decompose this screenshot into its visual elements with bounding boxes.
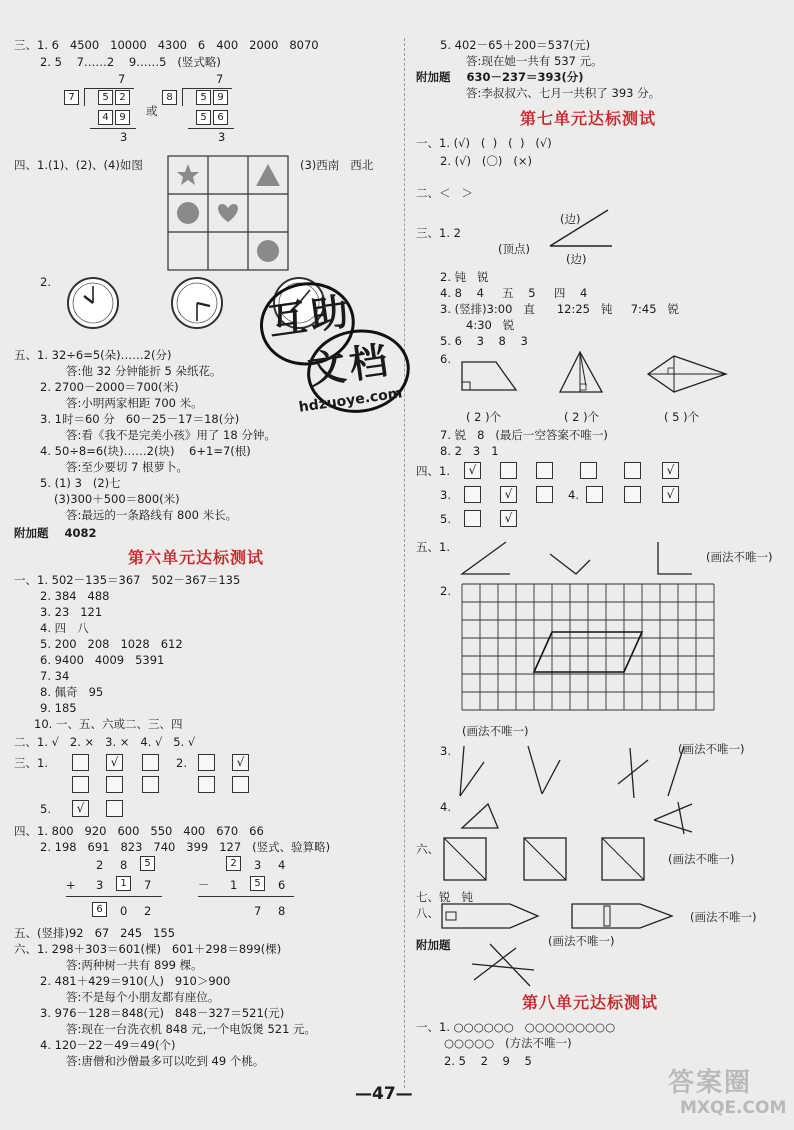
crossing-lines xyxy=(470,942,536,988)
shape-count: ( 2 )个 xyxy=(564,410,600,424)
circle-icon xyxy=(257,240,279,262)
r-top-line: 5. 402－65＋200＝537(元) xyxy=(440,38,591,52)
s5-line: 五、1. 32÷6=5(朵)……2(分) xyxy=(14,348,172,362)
vertical-addition xyxy=(66,856,176,922)
checkbox-checked: √ xyxy=(72,800,89,817)
s6-1-line: 3. 23 121 xyxy=(40,605,103,619)
s5-line: 4. 50÷8=6(块)……2(块) 6+1=7(根) xyxy=(40,444,251,458)
s7-3-line6: 6. xyxy=(440,352,451,366)
s7-3-line7: 7. 锐 8 (最后一空答案不唯一) xyxy=(440,428,608,442)
s6-1-line: 6. 9400 4009 5391 xyxy=(40,653,165,667)
s3-line1: 三、1. 6 4500 10000 4300 6 400 2000 8070 xyxy=(14,38,319,52)
corner-watermark-text: 答案圈 xyxy=(668,1068,753,1098)
s7-3-line2: 2. 钝 锐 xyxy=(440,270,489,284)
s6-6-line: 2. 481＋429＝910(人) 910＞900 xyxy=(40,974,231,988)
digit: 2 xyxy=(96,858,104,872)
corner-watermark xyxy=(664,1062,790,1128)
digit-box: 2 xyxy=(226,856,241,871)
circle-icon xyxy=(177,202,199,224)
s7-6-label: 六、 xyxy=(416,842,439,856)
product-box: 4 xyxy=(98,110,113,125)
checkbox-checked: √ xyxy=(232,754,249,771)
s4-line1: 四、1.(1)、(2)、(4)如图 xyxy=(14,158,143,172)
digit: 3 xyxy=(254,858,262,872)
page-number: —47— xyxy=(355,1084,413,1104)
checkbox-checked: √ xyxy=(464,462,481,479)
checkbox xyxy=(500,462,517,479)
checkbox xyxy=(142,754,159,771)
edge-label: 边 xyxy=(570,252,582,266)
s5-line: 答:他 32 分钟能折 5 朵纸花。 xyxy=(66,364,222,378)
pencil-shape xyxy=(570,900,674,932)
s6-4-line1: 四、1. 800 920 600 550 400 670 66 xyxy=(14,824,264,838)
r-top-line: 答:现在她一共有 537 元。 xyxy=(466,54,603,68)
s7-1-line: 2. (√) (〇) (×) xyxy=(440,154,532,168)
checkbox xyxy=(72,754,89,771)
long-division-2 xyxy=(160,72,240,144)
s5-line: 答:看《我不是完美小孩》用了 18 分钟。 xyxy=(66,428,276,442)
kite-shape xyxy=(644,354,730,394)
s6-3-label: 三、1. xyxy=(14,756,48,770)
s6-1-line: 4. 四 八 xyxy=(40,621,89,635)
star-icon xyxy=(177,164,199,185)
s4-line1-right: (3)西南 西北 xyxy=(300,158,374,172)
remainder: 3 xyxy=(120,130,128,144)
s7-4-label: 四、1. xyxy=(416,464,450,478)
s7-3-line3: 3. (竖排)3:00 直 12:25 钝 7:45 锐 xyxy=(440,302,680,316)
vertex-label: 顶点 xyxy=(502,242,526,256)
s7-4-label: 5. xyxy=(440,512,451,526)
line-drawings xyxy=(458,742,698,802)
dividend-box: 2 xyxy=(115,90,130,105)
s6-6-line: 答:现在一台洗衣机 848 元,一个电饭煲 521 元。 xyxy=(66,1022,317,1036)
s7-7-line: 七、锐 钝 xyxy=(416,890,473,904)
digit: 0 xyxy=(120,904,128,918)
square-diagonal xyxy=(522,836,568,882)
s6-6-line: 4. 120－22－49＝49(个) xyxy=(40,1038,176,1052)
dividend-box: 5 xyxy=(196,90,211,105)
s7-3-line3b: 4:30 锐 xyxy=(466,318,515,332)
s7-3-line8: 8. 2 3 1 xyxy=(440,444,499,458)
operator: － xyxy=(198,878,210,892)
note-not-unique: (画法不唯一) xyxy=(678,742,745,756)
s8-1-line: 一、1. ○○○○○○ ○○○○○○○○○ xyxy=(416,1020,616,1034)
divisor-box: 8 xyxy=(162,90,177,105)
square-diagonal xyxy=(442,836,488,882)
digit-box: 5 xyxy=(140,856,155,871)
r-top-line: 答:李叔叔六、七月一共积了 393 分。 xyxy=(466,86,661,100)
shape-grid xyxy=(168,156,288,272)
s4-line2: 2. xyxy=(40,275,51,289)
s7-4-label: 3. xyxy=(440,488,451,502)
checkbox xyxy=(106,776,123,793)
s6-1-line: 9. 185 xyxy=(40,701,77,715)
note-not-unique: (画法不唯一) xyxy=(462,724,529,738)
section-title-unit6: 第六单元达标测试 xyxy=(128,548,265,567)
clock-icon xyxy=(170,276,224,330)
s5-line: 3. 1时＝60 分 60－25－17＝18(分) xyxy=(40,412,240,426)
digit: 8 xyxy=(278,904,286,918)
s7-3-line5: 5. 6 3 8 3 xyxy=(440,334,528,348)
digit: 8 xyxy=(120,858,128,872)
note-not-unique: (画法不唯一) xyxy=(548,934,615,948)
s3-line2: 2. 5 7……2 9……5 (竖式略) xyxy=(40,55,221,69)
quotient: 7 xyxy=(118,72,126,86)
checkbox xyxy=(106,800,123,817)
angle-edge-label: (边) xyxy=(566,252,587,266)
checkbox-checked: √ xyxy=(662,462,679,479)
digit-box: 5 xyxy=(250,876,265,891)
angle-drawings xyxy=(458,540,698,580)
digit: 7 xyxy=(144,878,152,892)
digit-box: 1 xyxy=(116,876,131,891)
s6-1-line: 7. 34 xyxy=(40,669,70,683)
watermark-url: hdzuoye.com xyxy=(297,385,404,416)
s8-1-line: ○○○○○ (方法不唯一) xyxy=(444,1036,572,1050)
s7-2-line: 二、＜ ＞ xyxy=(416,186,473,200)
checkbox xyxy=(142,776,159,793)
edge-label: 边 xyxy=(564,212,576,226)
watermark xyxy=(241,259,433,451)
pencil-shape xyxy=(440,900,540,932)
quotient: 7 xyxy=(216,72,224,86)
product-box: 6 xyxy=(213,110,228,125)
s8-2-line: 2. 5 2 9 5 xyxy=(444,1054,532,1068)
or-label: 或 xyxy=(146,104,158,118)
s6-6-line: 答:不是每个小朋友都有座位。 xyxy=(66,990,220,1004)
s6-1-line: 一、1. 502－135＝367 502－367＝135 xyxy=(14,573,241,587)
note-not-unique: (画法不唯一) xyxy=(706,550,773,564)
s6-2-line: 二、1. √ 2. × 3. × 4. √ 5. √ xyxy=(14,735,196,749)
s6-1-line: 8. 佩奇 95 xyxy=(40,685,104,699)
checkbox-checked: √ xyxy=(106,754,123,771)
column-divider xyxy=(404,38,405,1088)
checkbox xyxy=(72,776,89,793)
product-box: 5 xyxy=(196,110,211,125)
trapezoid-shape xyxy=(458,358,520,394)
s6-6-line: 六、1. 298＋303＝601(棵) 601＋298＝899(棵) xyxy=(14,942,282,956)
angle-edge-label: (边) xyxy=(560,212,581,226)
note-not-unique: (画法不唯一) xyxy=(690,910,757,924)
checkbox-checked: √ xyxy=(500,510,517,527)
checkbox xyxy=(580,462,597,479)
section-title-unit8: 第八单元达标测试 xyxy=(522,993,659,1012)
long-division-1 xyxy=(62,72,142,144)
dividend-box: 9 xyxy=(213,90,228,105)
divisor-box: 7 xyxy=(64,90,79,105)
s7-5-label: 2. xyxy=(440,584,451,598)
pyramid-shape xyxy=(556,350,606,396)
digit: 6 xyxy=(278,878,286,892)
section-title-unit7: 第七单元达标测试 xyxy=(520,109,657,128)
watermark-line2: 文档 xyxy=(304,337,395,393)
s5-line: 答:小明两家相距 700 米。 xyxy=(66,396,203,410)
s7-5-label: 4. xyxy=(440,800,451,814)
digit: 2 xyxy=(144,904,152,918)
s6-1-line: 2. 384 488 xyxy=(40,589,110,603)
digit: 3 xyxy=(96,878,104,892)
grid-parallelogram xyxy=(462,584,714,714)
checkbox xyxy=(464,486,481,503)
s5-line: 5. (1) 3 (2)七 xyxy=(40,476,121,490)
s7-8-label: 八、 xyxy=(416,906,439,920)
checkbox xyxy=(624,462,641,479)
dividend-box: 5 xyxy=(98,90,113,105)
checkbox-checked: √ xyxy=(662,486,679,503)
square-diagonal xyxy=(600,836,646,882)
angle-vertex-label: (顶点) xyxy=(498,242,530,256)
angle-diagram xyxy=(546,206,616,254)
s6-1-line: 5. 200 208 1028 612 xyxy=(40,637,183,651)
s7-5-label: 五、1. xyxy=(416,540,450,554)
s6-5-line: 五、(竖排)92 67 245 155 xyxy=(14,926,176,940)
digit: 4 xyxy=(278,858,286,872)
extra-question: 附加题 4082 xyxy=(14,526,97,540)
operator: + xyxy=(66,878,76,892)
clock-icon xyxy=(66,276,120,330)
digit: 7 xyxy=(254,904,262,918)
digit: 1 xyxy=(230,878,238,892)
checkbox xyxy=(536,486,553,503)
checkbox xyxy=(232,776,249,793)
corner-watermark-url: MXQE.COM xyxy=(680,1098,787,1118)
s5-line: 2. 2700－2000＝700(米) xyxy=(40,380,179,394)
shape-count: ( 2 )个 xyxy=(466,410,502,424)
s7-3-line4: 4. 8 4 五 5 四 4 xyxy=(440,286,588,300)
heart-icon xyxy=(218,204,238,222)
remainder: 3 xyxy=(218,130,226,144)
r-top-line: 附加题 630－237＝393(分) xyxy=(416,70,584,84)
s7-4-label: 4. xyxy=(568,488,579,502)
checkbox xyxy=(586,486,603,503)
s5-line: 答:至少要切 7 根萝卜。 xyxy=(66,460,189,474)
shape-count: ( 5 )个 xyxy=(664,410,700,424)
s6-4-line2: 2. 198 691 823 740 399 127 (竖式、验算略) xyxy=(40,840,331,854)
digit-box: 6 xyxy=(92,902,107,917)
s7-5-label: 3. xyxy=(440,744,451,758)
s7-extra-label: 附加题 xyxy=(416,938,451,952)
s7-1-line: 一、1. (√) ( ) ( ) (√) xyxy=(416,136,552,150)
watermark-line1: 互助 xyxy=(265,288,356,344)
s6-6-line: 答:唐僧和沙僧最多可以吃到 49 个桃。 xyxy=(66,1054,265,1068)
vertical-subtraction xyxy=(198,856,308,922)
s7-3-line1: 三、1. 2 xyxy=(416,226,461,240)
s5-line: (3)300＋500＝800(米) xyxy=(54,492,180,506)
product-box: 9 xyxy=(115,110,130,125)
checkbox xyxy=(198,776,215,793)
s6-1-line: 10. 一、五、六或二、三、四 xyxy=(34,717,183,731)
line-drawings-2 xyxy=(458,800,698,836)
checkbox xyxy=(464,510,481,527)
s6-3-label: 2. xyxy=(176,756,187,770)
s6-3-label: 5. xyxy=(40,802,51,816)
s6-6-line: 3. 976－128＝848(元) 848－327＝521(元) xyxy=(40,1006,285,1020)
checkbox xyxy=(198,754,215,771)
note-not-unique: (画法不唯一) xyxy=(668,852,735,866)
s5-line: 答:最远的一条路线有 800 米长。 xyxy=(66,508,238,522)
checkbox-checked: √ xyxy=(500,486,517,503)
checkbox xyxy=(624,486,641,503)
triangle-icon xyxy=(256,164,280,186)
checkbox xyxy=(536,462,553,479)
s6-6-line: 答:两种树一共有 899 棵。 xyxy=(66,958,203,972)
